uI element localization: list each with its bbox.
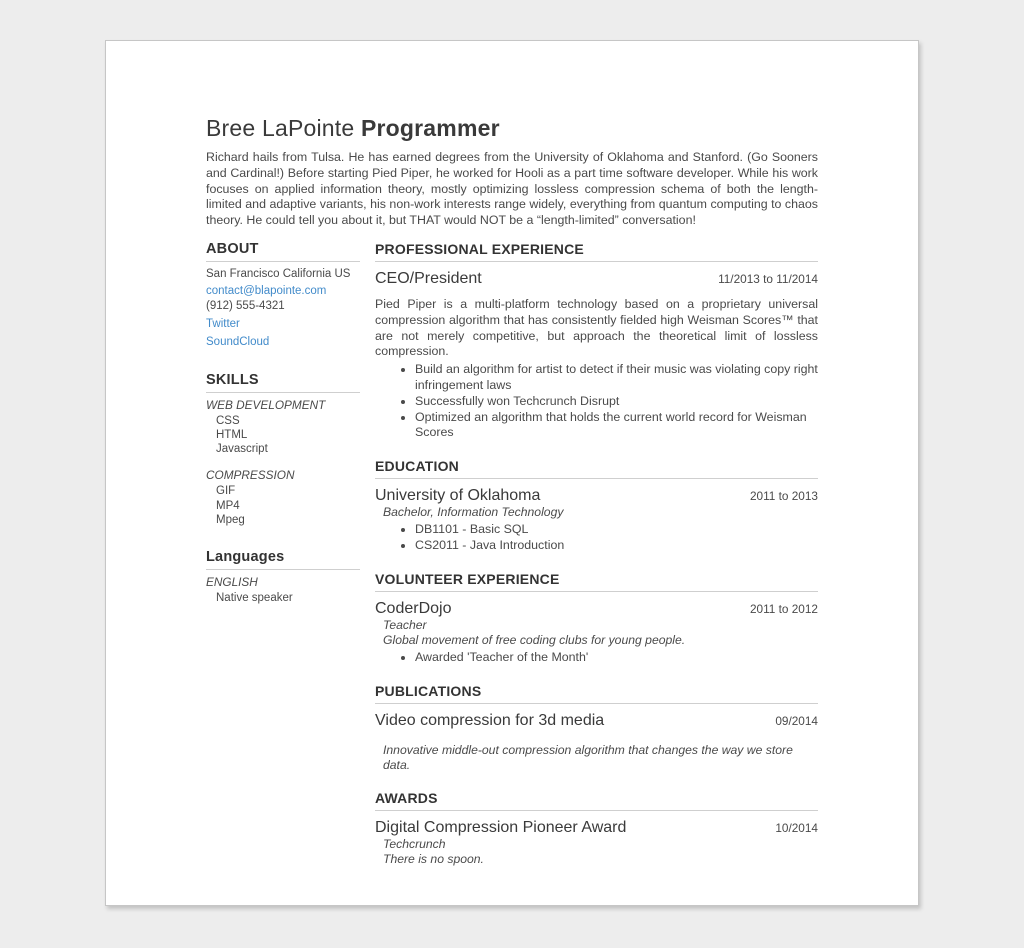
skill-item: Mpeg bbox=[216, 514, 245, 527]
skill-item: CSS bbox=[216, 414, 240, 427]
volunteer-dates: 2011 to 2012 bbox=[749, 601, 818, 616]
skill-group-name: WEB DEVELOPMENT bbox=[206, 397, 326, 412]
education-entry bbox=[375, 487, 818, 554]
skills-section bbox=[206, 372, 360, 528]
skill-item: MP4 bbox=[216, 499, 240, 512]
publication-description: Innovative middle-out compression algorithm that changes the way we store data. bbox=[383, 742, 793, 772]
experience-entry bbox=[375, 270, 818, 441]
job-highlight: • Build an algorithm for artist to detect if their music was violating copy right infringement laws bbox=[415, 362, 818, 394]
degree-text: Bachelor, Information Technology bbox=[383, 505, 564, 520]
two-column-layout bbox=[206, 241, 818, 884]
main-column bbox=[375, 241, 818, 884]
awards-section bbox=[375, 790, 818, 867]
organization-name: CoderDojo bbox=[375, 599, 452, 617]
education-section bbox=[375, 458, 818, 554]
sidebar bbox=[206, 241, 360, 884]
volunteer-heading: VOLUNTEER EXPERIENCE bbox=[375, 571, 818, 592]
professional-experience-section bbox=[375, 241, 818, 441]
publications-section bbox=[375, 683, 818, 773]
phone-text: (912) 555-4321 bbox=[206, 300, 285, 313]
course-item: • CS2011 - Java Introduction bbox=[415, 538, 818, 554]
volunteer-section bbox=[375, 571, 818, 666]
volunteer-entry bbox=[375, 600, 818, 666]
job-dates: 11/2013 to 11/2014 bbox=[718, 271, 818, 286]
languages-section bbox=[206, 549, 360, 605]
entry-header bbox=[375, 600, 818, 618]
award-entry bbox=[375, 819, 818, 867]
job-highlight: • Successfully won Techcrunch Disrupt bbox=[415, 394, 818, 410]
skill-group bbox=[206, 398, 360, 457]
job-description: Pied Piper is a multi-platform technology based on a proprietary universal compression algorithm that has consistently fielded high Weisman Scores™ that are not merely competitive, but approach the theoretical limit of lossless compression. bbox=[375, 296, 818, 359]
entry-header bbox=[375, 270, 818, 288]
person-role: Programmer bbox=[360, 115, 500, 141]
email-link[interactable]: contact@blapointe.com bbox=[206, 285, 327, 298]
twitter-link[interactable]: Twitter bbox=[206, 317, 240, 330]
location-text: San Francisco California US bbox=[206, 267, 351, 280]
resume-page bbox=[105, 40, 919, 906]
skill-item: HTML bbox=[216, 428, 248, 441]
award-description: There is no spoon. bbox=[383, 851, 484, 866]
education-heading: EDUCATION bbox=[375, 458, 818, 479]
award-issuer: Techcrunch bbox=[383, 836, 446, 851]
award-date: 10/2014 bbox=[775, 820, 818, 835]
person-name: Bree LaPointe bbox=[206, 115, 355, 141]
language-name: ENGLISH bbox=[206, 575, 258, 590]
resume-content bbox=[106, 41, 918, 884]
skill-group bbox=[206, 468, 360, 527]
language-level: Native speaker bbox=[216, 592, 293, 605]
course-list bbox=[375, 522, 818, 554]
volunteer-highlight: • Awarded 'Teacher of the Month' bbox=[415, 650, 818, 666]
publication-date: 09/2014 bbox=[775, 713, 818, 728]
volunteer-description: Global movement of free coding clubs for young people. bbox=[383, 632, 686, 647]
entry-header bbox=[375, 712, 818, 730]
about-heading: ABOUT bbox=[206, 241, 360, 262]
entry-header bbox=[375, 819, 818, 837]
skill-item: GIF bbox=[216, 485, 236, 498]
publication-title: Video compression for 3d media bbox=[375, 711, 605, 729]
entry-header bbox=[375, 487, 818, 505]
job-highlight: • Optimized an algorithm that holds the current world record for Weisman Scores bbox=[415, 410, 818, 442]
summary-paragraph: Richard hails from Tulsa. He has earned degrees from the University of Oklahoma and Stanford. (Go Sooners and Cardinal!) Before starting Pied Piper, he worked for Hooli as a part time software developer. While his work focuses on applied information theory, mostly optimizing lossless compression schema of both the length-limited and adaptive variants, his non-work interests range widely, everything from quantum computing to chaos theory. He could tell you about it, but THAT would NOT be a “length-limited” conversation! bbox=[206, 150, 818, 228]
publications-heading: PUBLICATIONS bbox=[375, 683, 818, 704]
skill-item: Javascript bbox=[216, 443, 268, 456]
awards-heading: AWARDS bbox=[375, 790, 818, 811]
volunteer-highlights-list bbox=[375, 650, 818, 666]
publication-entry bbox=[375, 712, 818, 773]
languages-heading: Languages bbox=[206, 549, 360, 570]
professional-experience-heading: PROFESSIONAL EXPERIENCE bbox=[375, 241, 818, 262]
soundcloud-link[interactable]: SoundCloud bbox=[206, 335, 270, 348]
page-title bbox=[206, 115, 818, 142]
skill-group-name: COMPRESSION bbox=[206, 468, 295, 483]
job-title: CEO/President bbox=[375, 269, 482, 287]
school-name: University of Oklahoma bbox=[375, 487, 541, 505]
award-title: Digital Compression Pioneer Award bbox=[375, 818, 627, 836]
volunteer-role: Teacher bbox=[383, 617, 427, 632]
job-highlights-list bbox=[375, 362, 818, 441]
about-section bbox=[206, 241, 360, 350]
course-item: • DB1101 - Basic SQL bbox=[415, 522, 818, 538]
skills-heading: SKILLS bbox=[206, 372, 360, 393]
education-dates: 2011 to 2013 bbox=[749, 489, 818, 504]
